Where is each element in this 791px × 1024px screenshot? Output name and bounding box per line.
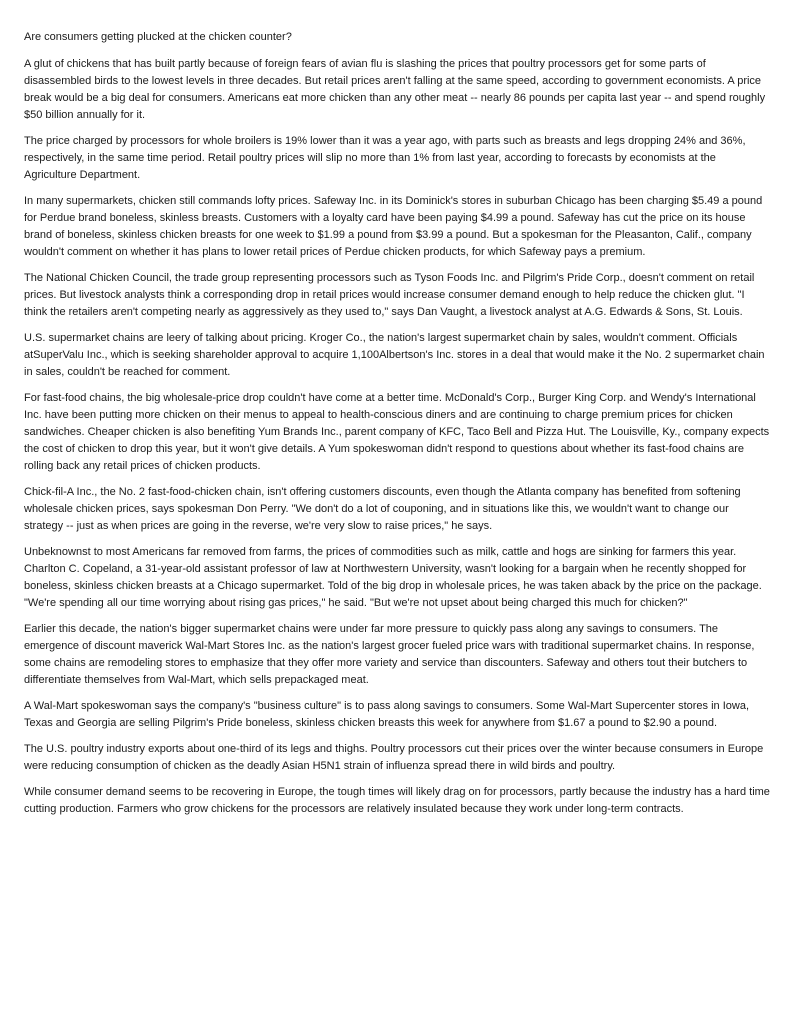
- article-page: [24, 29, 770, 827]
- article-paragraph: While consumer demand seems to be recovering in Europe, the tough times will likely drag on for processors, partly because the industry has a hard time cutting production. Farmers who grow chickens for the processors are relatively insulated because they work under long-term contracts.: [24, 786, 770, 815]
- article-paragraph: The National Chicken Council, the trade group representing processors such as Tyson Foods Inc. and Pilgrim's Pride Corp., doesn't comment on retail prices. But livestock analysts think a corresponding drop in retail prices would increase consumer demand enough to help reduce the chicken glut. "I think the retailers aren't competing nearly as aggressively as they used to," says Dan Vaught, a livestock analyst at A.G. Edwards & Sons, St. Louis.: [24, 272, 755, 318]
- article-paragraph: A Wal-Mart spokeswoman says the company's "business culture" is to pass along savings to consumers. Some Wal-Mart Supercenter stores in Iowa, Texas and Georgia are selling Pilgrim's Pride boneless, skinless chicken breasts this week for anywhere from $1.67 a pound to $2.90 a pound.: [24, 700, 750, 729]
- article-paragraph: Unbeknownst to most Americans far removed from farms, the prices of commodities such as milk, cattle and hogs are sinking for farmers this year. Charlton C. Copeland, a 31-year-old assistant professor of law at Northwestern University, wasn't looking for a bargain when he recently shopped for boneless, skinless chicken breasts at a Chicago supermarket. Told of the big drop in wholesale prices, he was taken aback by the price on the package. "We're spending all our time worrying about rising gas prices," he said. "But we're not upset about being charged this much for chicken?": [24, 546, 762, 609]
- article-paragraph: Chick-fil-A Inc., the No. 2 fast-food-chicken chain, isn't offering customers discounts, even though the Atlanta company has benefited from softening wholesale chicken prices, says spokesman Don Perry. "We don't do a lot of couponing, and in situations like this, we wouldn't want to change our strategy -- just as when prices are going in the reverse, we're very slow to raise prices," he says.: [24, 486, 741, 532]
- article-paragraph: The U.S. poultry industry exports about one-third of its legs and thighs. Poultry processors cut their prices over the winter because consumers in Europe were reducing consumption of chicken as the deadly Asian H5N1 strain of influenza spread there in wild birds and poultry.: [24, 743, 764, 772]
- article-paragraph: For fast-food chains, the big wholesale-price drop couldn't have come at a better time. McDonald's Corp., Burger King Corp. and Wendy's International Inc. have been putting more chicken on their menus to appeal to health-conscious diners and are continuing to charge premium prices for chicken sandwiches. Cheaper chicken is also benefiting Yum Brands Inc., parent company of KFC, Taco Bell and Pizza Hut. The Louisville, Ky., company expects the cost of chicken to drop this year, but it won't give details. A Yum spokeswoman didn't respond to questions about whether its fast-food chains are rolling back any retail prices of chicken products.: [24, 392, 770, 472]
- article-paragraph: Earlier this decade, the nation's bigger supermarket chains were under far more pressure to quickly pass along any savings to consumers. The emergence of discount maverick Wal-Mart Stores Inc. as the nation's largest grocer fueled price wars with traditional supermarket chains. In response, some chains are remodeling stores to emphasize that they offer more variety and service than discounters. Safeway and others tout their butchers to differentiate themselves from Wal-Mart, which sells prepackaged meat.: [24, 623, 755, 686]
- article-paragraph: U.S. supermarket chains are leery of talking about pricing. Kroger Co., the nation's largest supermarket chain by sales, wouldn't comment. Officials atSuperValu Inc., which is seeking shareholder approval to acquire 1,100Albertson's Inc. stores in a deal that would make it the No. 2 supermarket chain in sales, couldn't be reached for comment.: [24, 332, 765, 378]
- article-paragraph: A glut of chickens that has built partly because of foreign fears of avian flu is slashing the prices that poultry processors get for some parts of disassembled birds to the lowest levels in three decades. But retail prices aren't falling at the same speed, according to government economists. A price break would be a big deal for consumers. Americans eat more chicken than any other meat -- nearly 86 pounds per capita last year -- and spend roughly $50 billion annually for it.: [24, 58, 766, 121]
- article-title: Are consumers getting plucked at the chicken counter?: [24, 31, 292, 43]
- article-paragraph: The price charged by processors for whole broilers is 19% lower than it was a year ago, with parts such as breasts and legs dropping 24% and 36%, respectively, in the same time period. Retail poultry prices will slip no more than 1% from last year, according to forecasts by economists at the Agriculture Department.: [24, 135, 746, 181]
- article-paragraph: In many supermarkets, chicken still commands lofty prices. Safeway Inc. in its Dominick's stores in suburban Chicago has been charging $5.49 a pound for Perdue brand boneless, skinless breasts. Customers with a loyalty card have been paying $4.99 a pound. Safeway has cut the price on its house brand of boneless, skinless chicken breasts for one week to $1.99 a pound from $3.99 a pound. But a spokesman for the Pleasanton, Calif., company wouldn't comment on whether it has plans to lower retail prices of Perdue chicken products, for which Safeway pays a premium.: [24, 195, 763, 258]
